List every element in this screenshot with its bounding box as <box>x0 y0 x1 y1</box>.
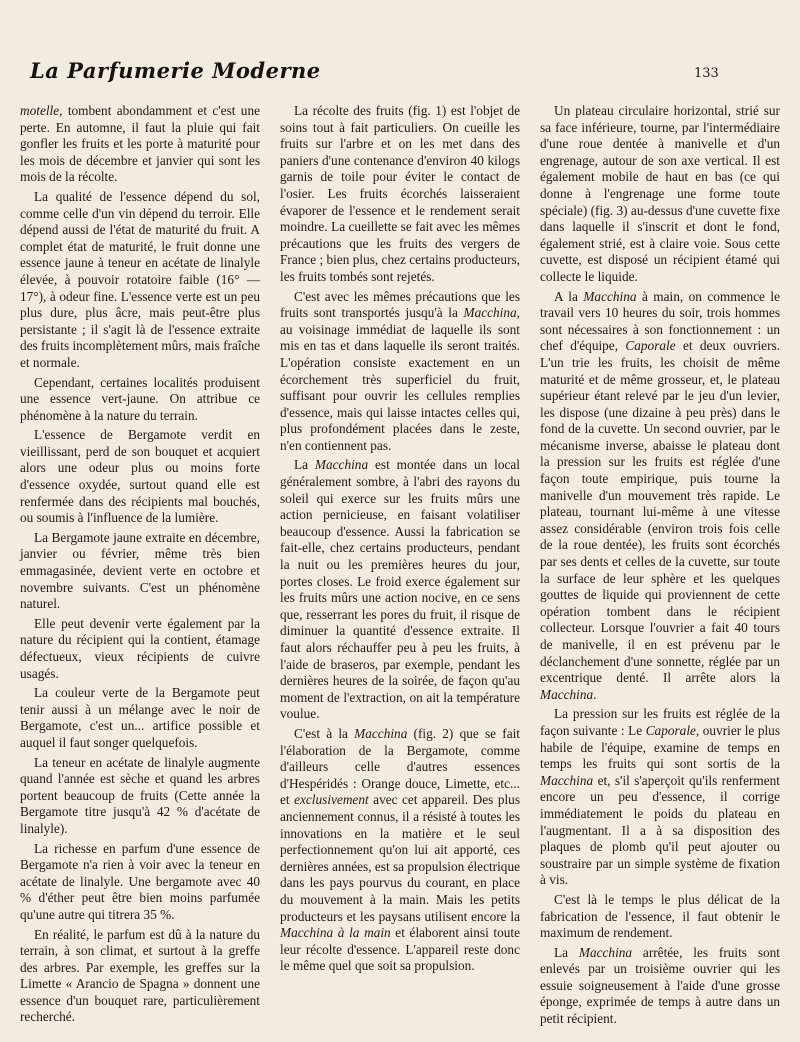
text-run: La pression sur les fruits est réglée de la façon suivante : Le <box>540 706 780 738</box>
italic-run: Macchina <box>314 457 369 473</box>
paragraph <box>20 103 260 186</box>
text-run: La teneur en acétate de linalyle augmente quand l'année est sèche et quand les arbres portent beaucoup de fruits (Cette année la Bergamote titre jusqu'à 42 % d'acétate de linalyle). <box>20 754 260 836</box>
text-run: C'est là le temps le plus délicat de la fabrication de l'essence, il faut obtenir le maximum de rendement. <box>540 891 780 941</box>
text-run: C'est avec les mêmes précautions que les fruits sont transportés jusqu'à la <box>280 288 520 321</box>
text-run: avec cet appareil. Des plus anciennement connus, il a résisté à toutes les innovations en la matière et le seul perfectionnement qu'on lui ait apporté, ces dernières années, est sa propulsion électrique dans les pays pourvus du courant, en place du mouvement à la main. Mais les petits producteurs et les paysans utilisent encore la <box>280 792 520 924</box>
text-run: La couleur verte de la Bergamote peut tenir aussi à un mélange avec le noir de Bergamote, c'est un... artifice possible et auquel il faut songer quelquefois. <box>20 685 260 750</box>
italic-run: motelle <box>20 103 60 118</box>
italic-run: Macchina <box>463 305 517 321</box>
text-run: C'est à la <box>294 725 355 741</box>
text-run: (fig. 2) que se fait l'élaboration de la Bergamote, comme d'ailleurs celle d'autres essences d'Hespéridés : Orange douce, Limette, etc... et <box>280 725 520 808</box>
italic-run: Caporale <box>625 338 676 354</box>
italic-run: exclusivement <box>294 792 369 808</box>
paragraph <box>20 755 260 838</box>
text-run: est montée dans un local généralement sombre, à l'abri des rayons du soleil qui exerce sur les fruits mûrs une action pernicieuse, en faisant volatiliser beaucoup d'essence. Aussi la fabrication se fait-elle, chez certains producteurs, pendant la nuit ou les premières heures du jour, portes closes. Le froid exerce également sur les fruits mûrs une action nocive, en ce sens que, resserrant les pores du fruit, il risque de diminuer la quantité d'essence extraite. Il faut alors réchauffer peu à peu les fruits, à l'aide de braseros, par exemple, pendant les dernières heures de la soirée, de façon qu'au moment de l'extraction, on ait la température voulue. <box>280 457 520 722</box>
page-number: 133 <box>694 66 719 81</box>
text-run: La Bergamote jaune extraite en décembre, janvier ou février, même très bien emmagasinée, devient verte en octobre et novembre suivants. C'est un phénomène naturel. <box>20 529 260 612</box>
paragraph <box>540 706 780 889</box>
text-run: L'essence de Bergamote verdit en vieillissant, perd de son bouquet et acquiert alors une odeur plus ou moins forte d'essence oxydée, surtout quand elle est renfermée dans des récipients mal bouchés, ou soumis à l'influence de la lumière. <box>20 427 260 526</box>
paragraph <box>20 927 260 1027</box>
italic-run: Caporale <box>645 722 696 738</box>
paragraph <box>20 685 260 751</box>
masthead-logo: La Parfumerie Moderne <box>30 58 321 83</box>
text-run: , tombent abondamment et c'est une perte. En automne, il faut la pluie qui fait gonfler les fruits et les porte à maturité pour les mois de décembre et janvier qui sont les mois de la récolte. <box>20 103 260 185</box>
text-run: La richesse en parfum d'une essence de Bergamote n'a rien à voir avec la teneur en acétate de linalyle. Une bergamote avec 40 % d'éther peut être bien moins parfumée qu'une autre qui titrera 35 %. <box>20 840 260 922</box>
text-run: La qualité de l'essence dépend du sol, comme celle d'un vin dépend du terroir. Elle dépend aussi de l'état de maturité du fruit. A complet état de maturité, le fruit donne une essence jaune à teneur en acétate de linalyle élevée, à pouvoir rotatoire faible (16° — 17°), à odeur fine. L'essence verte est un peu plus dure, plus âcre, mais peut-être plus persistante ; il s'agit là de l'essence extraite des fruits incomplètement mûrs, mais fraîche et normale. <box>20 188 261 370</box>
text-run: . <box>593 686 597 702</box>
italic-run: Macchina <box>583 288 637 304</box>
paragraph <box>280 289 520 455</box>
text-run: Elle peut devenir verte également par la nature du récipient qui la contient, étamage défectueux, vieux récipients de cuivre usagés. <box>20 615 260 681</box>
italic-run: Macchina <box>540 686 594 702</box>
paragraph <box>280 457 520 723</box>
text-run: et deux ouvriers. L'un trie les fruits, les choisit de même maturité et de même grosseur, et, le plateau supérieur étant relevé par le jeu d'un levier, les dispose (une dizaine à peu près) dans le fond de la cuvette. Un second ouvrier, par le mécanisme inverse, abaisse le plateau dont la pression sur les fruits est réglée d'une façon toute empirique, puis tourne la manivelle d'un mouvement très rapide. Le plateau, tournant lui-même à une vitesse assez considérable (environ trois fois celle de la roue dentée), les fruits sont écorchés par ses dents et celles de la cuvette, sur toute la surface de leur sphère et les quelques gouttes de liquide qui proviennent de cette opération tombent dans le récipient collecteur. Lorsque l'ouvrier a fait 40 tours de manivelle, il en est prévenu par le déclanchement d'une sonnette, réglée par un excentrique denté. Il arrête alors la <box>540 338 781 686</box>
paragraph <box>20 841 260 924</box>
paragraph <box>540 892 780 942</box>
paragraph <box>540 945 780 1028</box>
article-body <box>20 103 781 1027</box>
text-run: La <box>294 457 315 473</box>
paragraph <box>540 103 780 286</box>
text-column-2 <box>280 103 520 1003</box>
paragraph <box>280 726 520 975</box>
paragraph <box>280 103 520 286</box>
italic-run: Macchina <box>354 725 408 741</box>
italic-run: Macchina <box>578 944 633 960</box>
text-column-3 <box>540 103 781 1027</box>
text-run: et, s'il s'aperçoit qu'ils renferment encore un peu d'essence, il corrige immédiatement le poids du plateau en l'augmentant. Il a à sa disposition des plaques de plomb qu'il peut ajouter ou soustraire par un simple système de fixation à vis. <box>540 772 780 888</box>
text-run: Cependant, certaines localités produisent une essence vert-jaune. On attribue ce phénomène à la nature du terrain. <box>20 374 260 423</box>
paragraph <box>20 375 260 425</box>
text-run: La récolte des fruits (fig. 1) est l'objet de soins tout à fait particuliers. On cueille les fruits sur l'arbre et on les met dans des paniers d'une contenance d'environ 40 kilogs garnis de toile pour éviter le contact de l'osier. Les fruits écorchés laisseraient évaporer de l'essence et le rendement serait moindre. La cueillette se fait avec les mêmes précautions que les fruits des vergers de France ; bien plus, chez certains producteurs, les fruits tombés sont rejetés. <box>280 103 520 284</box>
text-run: A la <box>554 288 584 304</box>
text-run: arrêtée, les fruits sont enlevés par un troisième ouvrier qui les essuie soigneusement à l'aide d'une grosse éponge, exprimée de temps à autre dans un petit récipient. <box>540 944 780 1027</box>
text-run: La <box>554 944 579 960</box>
text-run: , au voisinage immédiat de laquelle ils sont mis en tas et dans laquelle ils seront traités. L'opération consiste exactement en un écorchement très superficiel du fruit, suffisant pour ouvrir les cellules remplies d'essence, mais qui laisse intactes celles qui, plus profondément placées dans le zeste, n'en contiennent pas. <box>280 305 520 453</box>
paragraph <box>20 189 260 372</box>
text-run: En réalité, le parfum est dû à la nature du terrain, à son climat, et surtout à la greffe des arbres. Par exemple, les greffes sur la Limette « Arancio de Spagna » donnent une essence d'un bouquet rare, particulièrement recherché. <box>20 926 260 1025</box>
text-column-1 <box>20 103 261 1025</box>
paragraph <box>20 530 260 613</box>
paragraph <box>20 616 260 682</box>
text-run: Un plateau circulaire horizontal, strié sur sa face inférieure, tourne, par l'intermédiaire d'une roue dentée à manivelle et d'un engrenage, autour de son axe vertical. Il est également mobile de haut en bas (ce qui donne à l'engrenage une forme toute spéciale) (fig. 3) au-dessus d'une cuvette fixe dans laquelle il s'inscrit et dont le fond, également strié, est à claire voie. Sous cette cuvette, est disposé un récipient étamé qui collecte le liquide. <box>540 103 780 284</box>
text-run: et élaborent ainsi toute leur récolte d'essence. L'appareil reste donc le même quel que soit sa propulsion. <box>280 925 520 974</box>
text-run: , ouvrier le plus habile de l'équipe, examine de temps en temps les fruits qui sont sortis de la <box>540 722 780 772</box>
italic-run: Macchina <box>540 772 594 788</box>
paragraph <box>20 427 260 527</box>
italic-run: Macchina à la main <box>280 925 391 941</box>
text-run: à main, on commence le travail vers 10 heures du soir, trois hommes sont nécessaires à son fonctionnement : un chef d'équipe, <box>540 288 780 354</box>
paragraph <box>540 289 780 704</box>
